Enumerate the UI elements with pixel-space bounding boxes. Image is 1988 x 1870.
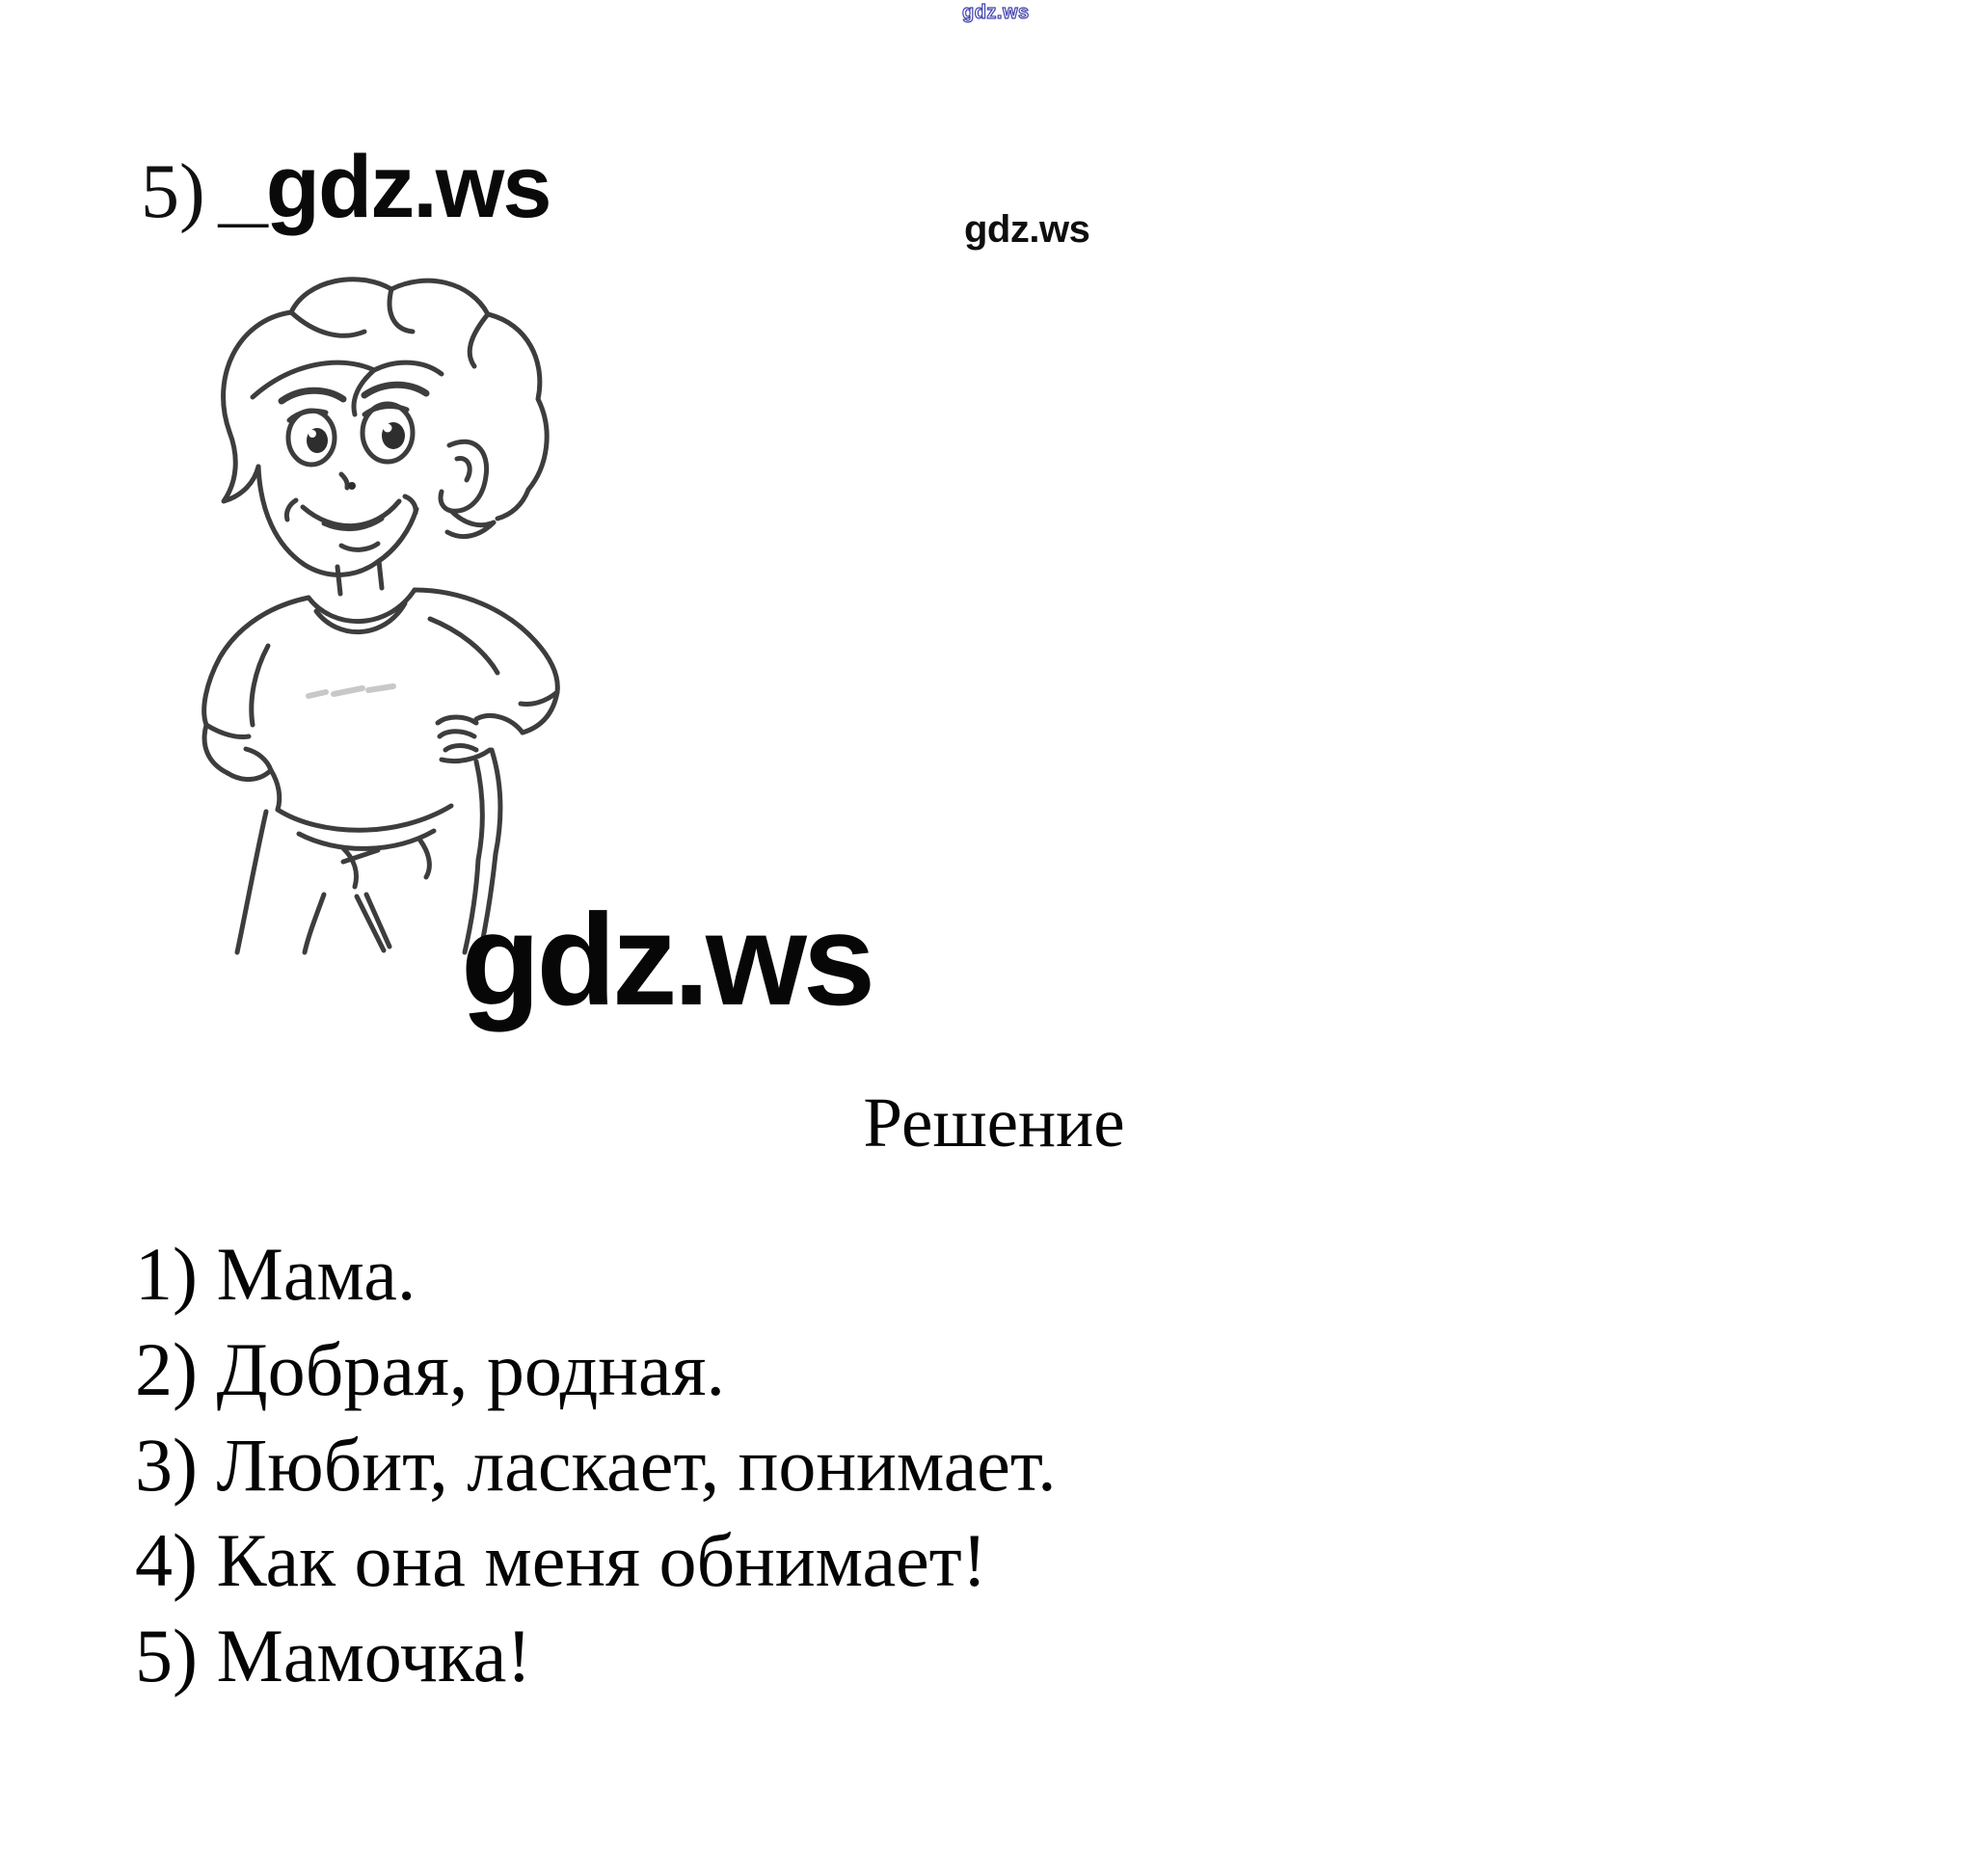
watermark-top: gdz.ws — [962, 2, 1030, 23]
watermark-middle: gdz.ws — [964, 208, 1090, 251]
solution-heading: Решение — [863, 1083, 1125, 1162]
answers-list — [135, 1226, 1057, 1703]
task-number: 5) — [141, 149, 205, 234]
answer-item: 1) Мама. — [135, 1232, 416, 1316]
task-line — [141, 138, 551, 236]
face-outline — [258, 467, 416, 574]
answer-item: 3) Любит, ласкает, понимает. — [135, 1423, 1057, 1507]
boy-illustration — [145, 270, 578, 974]
watermark-task: _gdz.ws — [218, 138, 551, 236]
answer-item: 2) Добрая, родная. — [135, 1327, 726, 1411]
answer-item: 5) Мамочка! — [135, 1614, 532, 1697]
watermark-big: gdz.ws — [461, 887, 873, 1032]
answer-item: 4) Как она меня обнимает! — [135, 1518, 987, 1602]
smile — [303, 501, 399, 526]
